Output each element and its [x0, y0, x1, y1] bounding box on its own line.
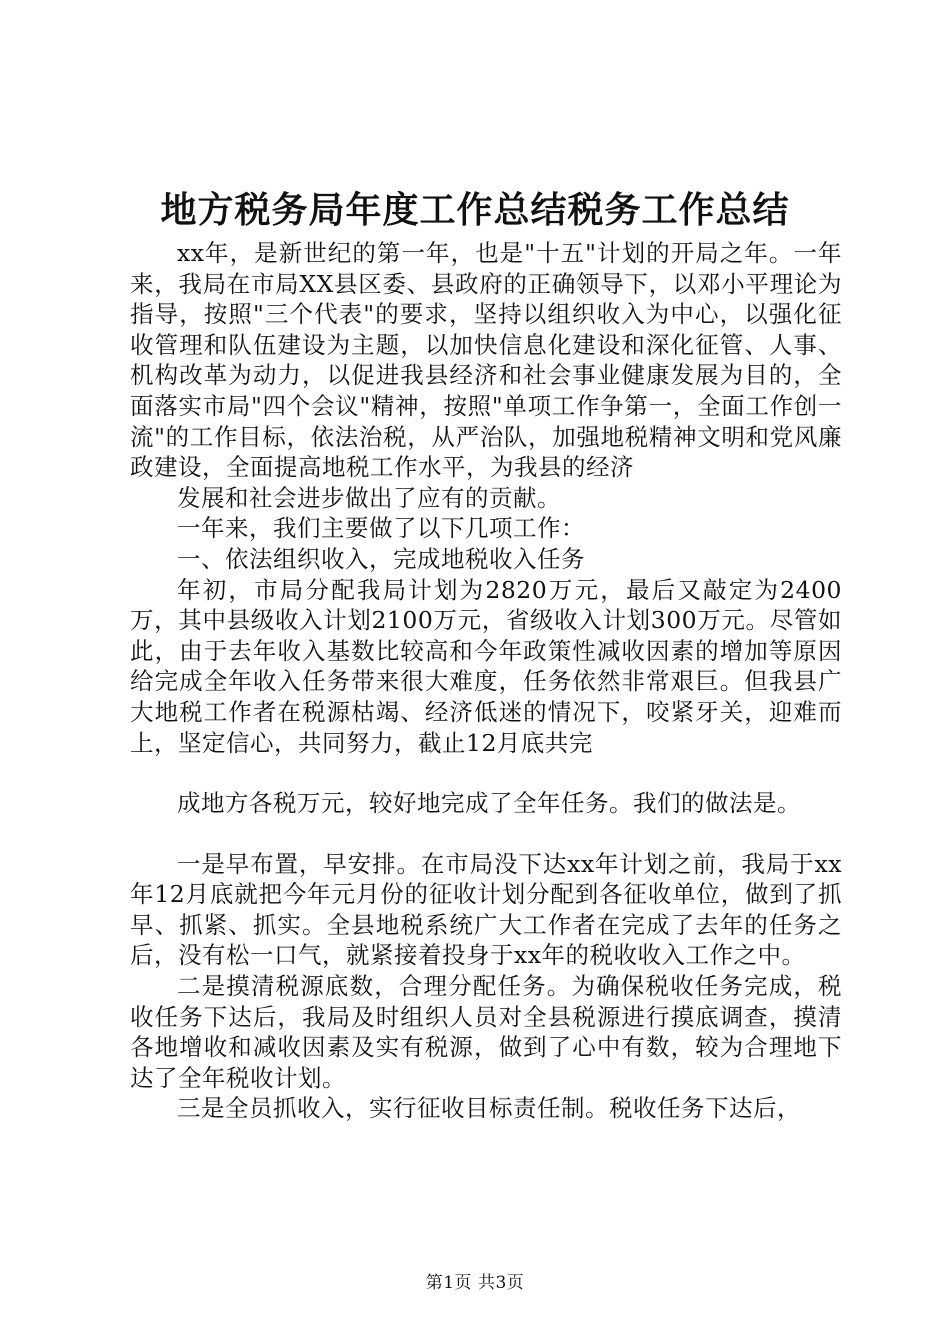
paragraph-intro: xx年，是新世纪的第一年，也是"十五"计划的开局之年。一年来，我局在市局XX县区委、县政府的正确领导下，以邓小平理论为指导，按照"三个代表"的要求，坚持以组织收入为中心，以强化征收管理和队伍建设为主题，以加快信息化建设和深化征管、人事、机构改革为动力，以促进我县经济和社会事业健康发展为目的，全面落实市局"四个会议"精神，按照"单项工作争第一，全面工作创一流"的工作目标，依法治税，从严治队，加强地税精神文明和党风廉政建设，全面提高地税工作水平，为我县的经济 — [130, 239, 842, 482]
paragraph-point-two: 二是摸清税源底数，合理分配任务。为确保税收任务完成，税收任务下达后，我局及时组织人员对全县税源进行摸底调查，摸清各地增收和减收因素及实有税源，做到了心中有数，较为合理地下达了全年税收计划。 — [130, 972, 842, 1092]
paragraph-revenue-result: 成地方各税万元，较好地完成了全年任务。我们的做法是。 — [177, 789, 801, 818]
paragraph-point-three: 三是全员抓收入，实行征收目标责任制。税收任务下达后， — [177, 1094, 801, 1123]
paragraph-intro-continued: 发展和社会进步做出了应有的贡献。 — [177, 483, 561, 512]
page-footer: 第1页 共3页 — [425, 1273, 525, 1293]
paragraph-point-one: 一是早布置，早安排。在市局没下达xx年计划之前，我局于xx年12月底就把今年元月份的征收计划分配到各征收单位，做到了抓早、抓紧、抓实。全县地税系统广大工作者在完成了去年的任务之后，没有松一口气，就紧接着投身于xx年的税收收入工作之中。 — [130, 849, 842, 970]
paragraph-work-overview: 一年来，我们主要做了以下几项工作： — [177, 514, 585, 543]
paragraph-revenue-plan: 年初，市局分配我局计划为2820万元，最后又敲定为2400万，其中县级收入计划2100万元，省级收入计划300万元。尽管如此，由于去年收入基数比较高和今年政策性减收因素的增加等原因给完成全年收入任务带来很大难度，任务依然非常艰巨。但我县广大地税工作者在税源枯竭、经济低迷的情况下，咬紧牙关，迎难而上，坚定信心，共同努力，截止12月底共完 — [130, 575, 842, 757]
document-body — [130, 238, 842, 1124]
document-title: 地方税务局年度工作总结税务工作总结 — [160, 189, 790, 231]
section-heading-1: 一、依法组织收入，完成地税收入任务 — [177, 544, 585, 573]
